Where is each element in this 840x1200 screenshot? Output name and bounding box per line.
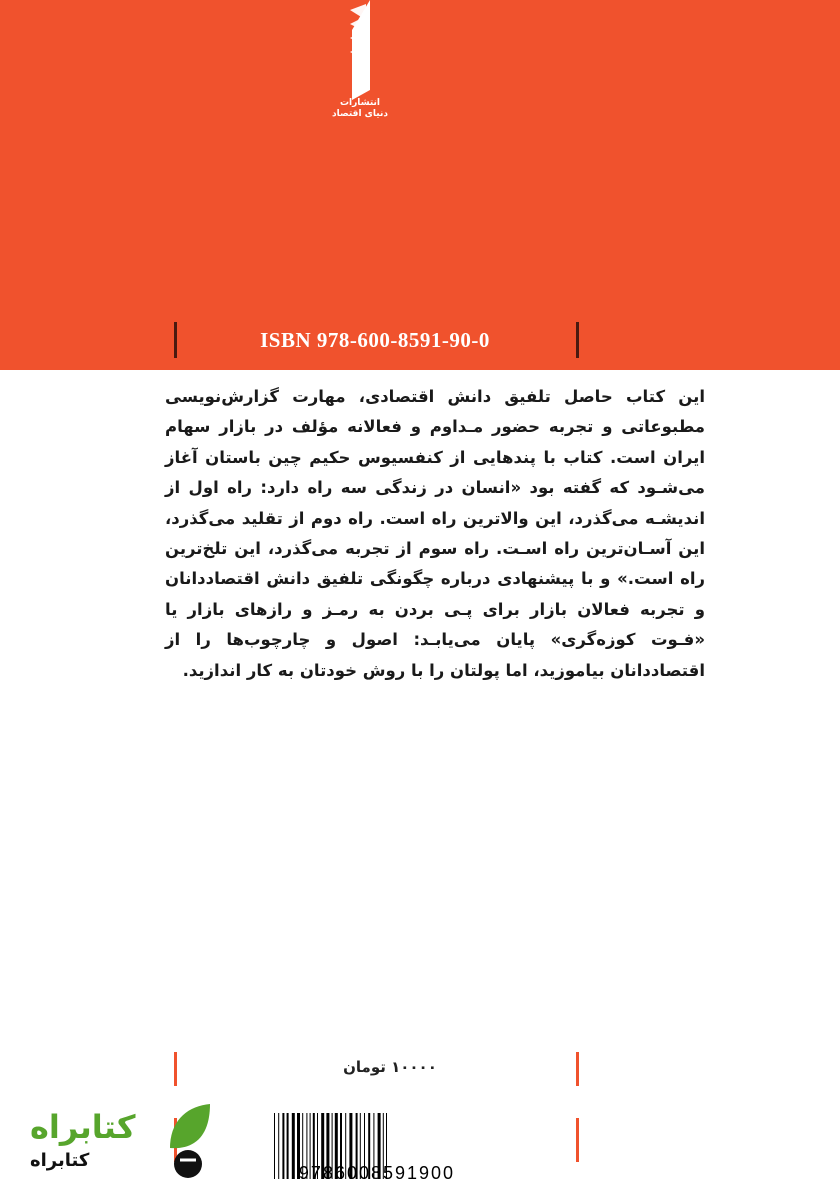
open-book-icon [330, 0, 390, 100]
publisher-name-line2: دنیای اقتصاد [332, 109, 388, 119]
leaf-icon [170, 1104, 210, 1178]
cover-top-panel [0, 0, 840, 370]
barcode-number: 9786008591900 [298, 1163, 456, 1183]
watermark-text: کتابراه [30, 1108, 136, 1146]
publisher-name [330, 98, 390, 120]
back-cover-blurb [165, 382, 705, 686]
isbn-right-marker [576, 322, 579, 358]
price-left-marker [174, 1052, 177, 1086]
isbn: ISBN 978-600-8591-90-0 [260, 328, 490, 352]
barcode-right-marker [576, 1118, 579, 1162]
blurb-text: این کتاب حاصل تلفیق دانش اقتصادی، مهارت گزارش‌نویسی مطبوعاتی و تجربه حضور مـداوم و فعالانه مؤلف در بازار سهام ایران است. کتاب با پندهایی از کنفسیوس حکیم چین باستان آغاز می‌شـود که گفته بود «انسان در زندگی سه راه دارد: راه اول از اندیشـه می‌گذرد، این والاترین راه است. راه دوم از تقلید می‌گذرد، این آسـان‌ترین راه اسـت. راه سوم از تجربه می‌گذرد، این تلخ‌ترین راه است.» و با پیشنهادی درباره چگونگی تلفیق دانش اقتصاددانان و تجربه فعالان بازار برای پـی بردن به رمـز و رازهای بازار یا «فـوت کوزه‌گری» پایان می‌یابـد: اصول و چارچوب‌ها را از اقتصاددانان بیاموزید، اما پولتان را با روش خودتان به کار اندازید. [165, 387, 705, 680]
barcode [270, 1096, 480, 1200]
watermark-subtext: کتابراه [30, 1150, 90, 1171]
price-label: ۱۰۰۰۰ تومان [343, 1058, 437, 1076]
publisher-name-line1: انتشارات [340, 98, 380, 108]
price-right-marker [576, 1052, 579, 1086]
isbn-left-marker [174, 322, 177, 358]
